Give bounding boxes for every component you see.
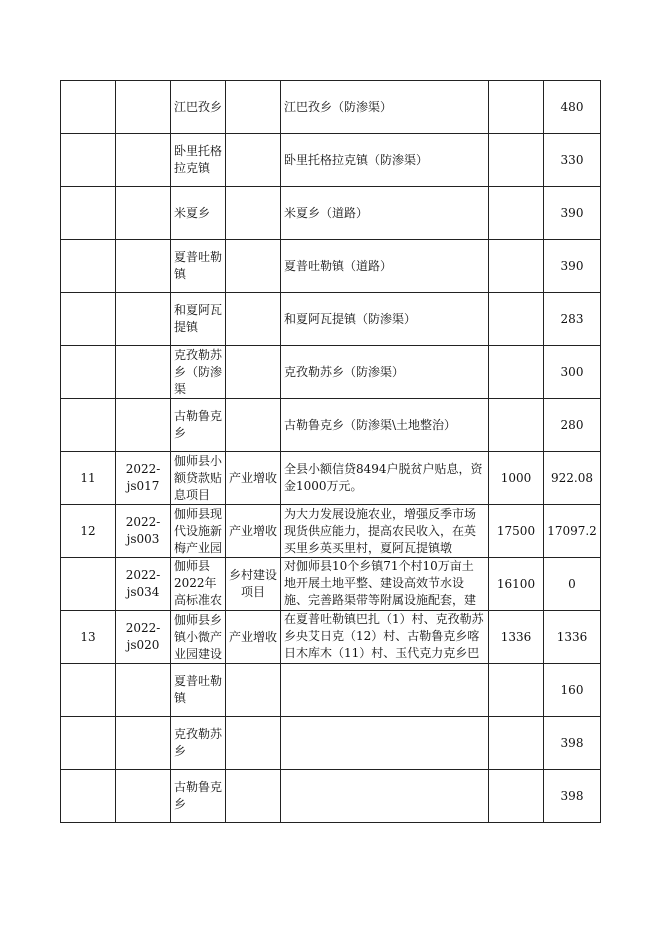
project-content-cell (281, 611, 489, 664)
project-name-cell (171, 770, 226, 823)
project-name-cell (171, 664, 226, 717)
fund-amount-cell-text: 160 (560, 682, 584, 697)
fund-amount-cell-text: 390 (560, 205, 584, 220)
project-code-cell (116, 452, 171, 505)
fund-amount-cell (544, 452, 601, 505)
row-number-cell (61, 664, 116, 717)
project-name-cell (171, 187, 226, 240)
project-code-cell-text: 2022-js020 (125, 621, 161, 652)
project-table (60, 80, 601, 823)
fund-amount-cell-text: 390 (560, 258, 584, 273)
row-number-cell (61, 240, 116, 293)
project-code-cell (116, 770, 171, 823)
fund-amount-cell-text: 280 (560, 417, 584, 432)
project-name-cell-text: 伽师县小额贷款贴息项目 (174, 453, 222, 502)
row-number-cell (61, 399, 116, 452)
row-number-cell (61, 452, 116, 505)
row-number-cell (61, 558, 116, 611)
fund-amount-cell (544, 293, 601, 346)
project-code-cell (116, 505, 171, 558)
table-row (61, 505, 601, 558)
fund-amount-cell-text: 398 (560, 735, 584, 750)
project-code-cell (116, 81, 171, 134)
total-investment-cell (489, 452, 544, 505)
fund-amount-cell (544, 346, 601, 399)
table-row (61, 770, 601, 823)
table-row (61, 611, 601, 664)
project-type-cell (226, 134, 281, 187)
total-investment-cell (489, 346, 544, 399)
project-name-cell (171, 452, 226, 505)
project-code-cell (116, 187, 171, 240)
total-investment-cell (489, 134, 544, 187)
project-code-cell-text: 2022-js003 (125, 515, 161, 546)
project-name-cell (171, 505, 226, 558)
project-content-cell (281, 452, 489, 505)
project-name-cell (171, 611, 226, 664)
table-row (61, 134, 601, 187)
fund-amount-cell (544, 611, 601, 664)
project-content-cell-text: 夏普吐勒镇（道路） (284, 258, 393, 273)
project-name-cell (171, 240, 226, 293)
row-number-cell-text: 11 (80, 470, 96, 485)
project-name-cell-text: 米夏乡 (174, 205, 211, 220)
row-number-cell (61, 81, 116, 134)
fund-amount-cell-text: 283 (560, 311, 584, 326)
project-content-cell (281, 134, 489, 187)
fund-amount-cell (544, 770, 601, 823)
fund-amount-cell (544, 505, 601, 558)
project-type-cell-text: 产业增收 (229, 470, 277, 485)
table-row (61, 717, 601, 770)
project-code-cell (116, 293, 171, 346)
fund-amount-cell-text: 300 (560, 364, 584, 379)
total-investment-cell (489, 664, 544, 717)
table-row (61, 399, 601, 452)
project-code-cell (116, 399, 171, 452)
project-type-cell (226, 293, 281, 346)
project-type-cell (226, 240, 281, 293)
project-code-cell (116, 717, 171, 770)
table-row (61, 452, 601, 505)
row-number-cell (61, 505, 116, 558)
fund-amount-cell-text: 1336 (556, 629, 588, 644)
project-name-cell (171, 81, 226, 134)
project-type-cell (226, 505, 281, 558)
project-code-cell (116, 346, 171, 399)
project-code-cell (116, 664, 171, 717)
project-content-cell-text: 江巴孜乡（防渗渠） (284, 99, 393, 114)
project-name-cell-text: 夏普吐勒镇 (174, 674, 222, 705)
project-type-cell (226, 664, 281, 717)
fund-amount-cell (544, 399, 601, 452)
project-content-cell (281, 664, 489, 717)
total-investment-cell (489, 293, 544, 346)
total-investment-cell-text: 1336 (500, 629, 532, 644)
table-row (61, 187, 601, 240)
project-content-cell (281, 399, 489, 452)
project-code-cell (116, 134, 171, 187)
table-row (61, 664, 601, 717)
fund-amount-cell-text: 398 (560, 788, 584, 803)
fund-amount-cell (544, 134, 601, 187)
project-content-cell-text: 卧里托格拉克镇（防渗渠） (284, 152, 429, 167)
project-content-cell-text: 在夏普吐勒镇巴扎（1）村、克孜勒苏乡央艾日克（12）村、古勒鲁克乡喀日木库木（11）村、玉代克力克乡巴 (284, 612, 484, 660)
project-type-cell (226, 399, 281, 452)
table-body (61, 81, 601, 823)
project-type-cell-text: 产业增收 (229, 629, 277, 644)
project-name-cell (171, 717, 226, 770)
row-number-cell (61, 346, 116, 399)
row-number-cell (61, 187, 116, 240)
project-type-cell (226, 346, 281, 399)
fund-amount-cell (544, 558, 601, 611)
fund-amount-cell (544, 717, 601, 770)
total-investment-cell-text: 1000 (500, 470, 532, 485)
project-name-cell-text: 江巴孜乡 (174, 99, 222, 114)
project-content-cell (281, 770, 489, 823)
fund-amount-cell-text: 922.08 (551, 470, 593, 485)
project-content-cell-text: 克孜勒苏乡（防渗渠） (284, 364, 405, 379)
fund-amount-cell-text: 0 (568, 576, 576, 591)
total-investment-cell (489, 240, 544, 293)
project-name-cell (171, 399, 226, 452)
total-investment-cell-text: 16100 (496, 576, 536, 591)
project-content-cell (281, 505, 489, 558)
project-type-cell-text: 乡村建设项目 (229, 568, 277, 599)
row-number-cell (61, 611, 116, 664)
project-code-cell (116, 558, 171, 611)
fund-amount-cell-text: 480 (560, 99, 584, 114)
project-content-cell (281, 240, 489, 293)
project-code-cell-text: 2022-js017 (125, 462, 161, 493)
project-name-cell (171, 558, 226, 611)
project-content-cell (281, 717, 489, 770)
total-investment-cell (489, 611, 544, 664)
project-type-cell (226, 558, 281, 611)
project-content-cell (281, 293, 489, 346)
fund-amount-cell (544, 81, 601, 134)
project-name-cell-text: 克孜勒苏乡（防渗渠 (174, 347, 222, 396)
fund-amount-cell (544, 187, 601, 240)
project-name-cell-text: 和夏阿瓦提镇 (174, 303, 222, 334)
row-number-cell (61, 717, 116, 770)
project-name-cell-text: 伽师县乡镇小微产业园建设 (174, 612, 222, 661)
project-content-cell-text: 米夏乡（道路） (284, 205, 369, 220)
total-investment-cell (489, 770, 544, 823)
project-name-cell-text: 卧里托格拉克镇 (174, 144, 222, 175)
total-investment-cell (489, 505, 544, 558)
project-name-cell-text: 克孜勒苏乡 (174, 727, 222, 758)
project-content-cell-text: 对伽师县10个乡镇71个村10万亩土地开展土地平整、建设高效节水设施、完善路渠带等附属设施配套，建 (284, 559, 477, 607)
project-content-cell (281, 558, 489, 611)
project-name-cell-text: 古勒鲁克乡 (174, 409, 222, 440)
table-row (61, 558, 601, 611)
project-name-cell (171, 134, 226, 187)
project-code-cell-text: 2022-js034 (125, 568, 161, 599)
project-type-cell (226, 611, 281, 664)
project-name-cell (171, 346, 226, 399)
project-content-cell-text: 古勒鲁克乡（防渗渠\土地整治） (284, 417, 457, 432)
project-type-cell (226, 770, 281, 823)
project-name-cell-text: 伽师县2022年高标准农 (174, 559, 222, 607)
project-type-cell (226, 81, 281, 134)
row-number-cell (61, 770, 116, 823)
project-content-cell-text: 全县小额信贷8494户脱贫户贴息，资金1000万元。 (284, 462, 483, 493)
table-row (61, 81, 601, 134)
project-code-cell (116, 240, 171, 293)
project-content-cell-text: 和夏阿瓦提镇（防渗渠） (284, 311, 417, 326)
project-content-cell-text: 为大力发展设施农业，增强反季市场现货供应能力，提高农民收入，在英买里乡英买里村，夏阿瓦提镇墩 (284, 506, 477, 555)
project-name-cell-text: 古勒鲁克乡 (174, 780, 222, 811)
table-row (61, 240, 601, 293)
project-content-cell (281, 346, 489, 399)
total-investment-cell (489, 81, 544, 134)
fund-amount-cell-text: 330 (560, 152, 584, 167)
project-type-cell (226, 717, 281, 770)
fund-amount-cell-text: 17097.2 (547, 523, 597, 538)
project-code-cell (116, 611, 171, 664)
project-type-cell-text: 产业增收 (229, 523, 277, 538)
table-row (61, 293, 601, 346)
table-row (61, 346, 601, 399)
project-name-cell (171, 293, 226, 346)
fund-amount-cell (544, 240, 601, 293)
row-number-cell (61, 293, 116, 346)
project-type-cell (226, 187, 281, 240)
total-investment-cell (489, 717, 544, 770)
row-number-cell-text: 12 (80, 523, 96, 538)
total-investment-cell (489, 558, 544, 611)
project-content-cell (281, 187, 489, 240)
project-name-cell-text: 夏普吐勒镇 (174, 250, 222, 281)
total-investment-cell-text: 17500 (496, 523, 536, 538)
project-content-cell (281, 81, 489, 134)
row-number-cell (61, 134, 116, 187)
total-investment-cell (489, 187, 544, 240)
fund-amount-cell (544, 664, 601, 717)
total-investment-cell (489, 399, 544, 452)
project-type-cell (226, 452, 281, 505)
row-number-cell-text: 13 (80, 629, 96, 644)
project-name-cell-text: 伽师县现代设施新梅产业园 (174, 506, 222, 555)
